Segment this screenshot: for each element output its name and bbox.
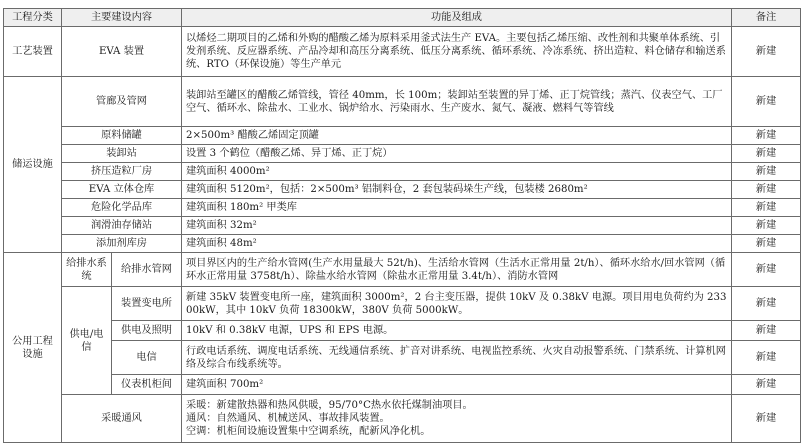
- item-desc: 设置 3 个鹤位（醋酸乙烯、异丁烯、正丁烷）: [182, 145, 732, 163]
- header-function: 功能及组成: [182, 9, 732, 27]
- item-note: 新建: [732, 395, 801, 443]
- item-name: 润滑油存储站: [62, 217, 182, 235]
- item-note: 新建: [732, 341, 801, 375]
- item-note: 新建: [732, 253, 801, 287]
- header-category: 工程分类: [4, 9, 62, 27]
- item-desc: 建筑面积 48m²: [182, 235, 732, 253]
- item-desc: 2×500m³ 醋酸乙烯固定顶罐: [182, 127, 732, 145]
- item-name: EVA 装置: [62, 27, 182, 77]
- table-row: [4, 217, 801, 235]
- hvac-line: 采暖：新建散热器和热风供暖，95/70°C热水依托煤制油项目。: [186, 400, 473, 411]
- item-name: 仪表机柜间: [112, 375, 182, 395]
- item-name: 管廊及管网: [62, 77, 182, 127]
- item-name: EVA 立体仓库: [62, 181, 182, 199]
- table-row: [4, 235, 801, 253]
- table-row: [4, 253, 801, 287]
- item-name: 电信: [112, 341, 182, 375]
- subgroup-cell: 给排水系统: [62, 253, 112, 287]
- item-desc: 建筑面积 32m²: [182, 217, 732, 235]
- category-cell: 储运设施: [4, 77, 62, 253]
- item-note: 新建: [732, 145, 801, 163]
- item-name: 挤压造粒厂房: [62, 163, 182, 181]
- table-row: [4, 145, 801, 163]
- table-row: [4, 287, 801, 321]
- item-note: 新建: [732, 181, 801, 199]
- category-cell: 公用工程设施: [4, 253, 62, 443]
- hvac-line: 空调：机柜间设施设置集中空调系统，配新风净化机。: [186, 426, 431, 437]
- hvac-line: 通风：自然通风、机械送风、事故排风装置。: [186, 413, 390, 424]
- item-desc: [182, 395, 732, 443]
- item-desc: 行政电话系统、调度电话系统、无线通信系统、扩音对讲系统、电视监控系统、火灾自动报警系统、门禁系统、计算机网络及综合布线系统等。: [182, 341, 732, 375]
- item-note: 新建: [732, 77, 801, 127]
- item-note: 新建: [732, 375, 801, 395]
- table-header-row: [4, 9, 801, 27]
- item-desc: 建筑面积 4000m²: [182, 163, 732, 181]
- item-desc: 新建 35kV 装置变电所一座，建筑面积 3000m²，2 台主变压器，提供 10kV 及 0.38kV 电源。项目用电负荷约为 23300kW，其中 10kV 负荷 18300kW，380V 负荷 5000kW。: [182, 287, 732, 321]
- subgroup-cell: 供电/电信: [62, 287, 112, 395]
- item-name: 装卸站: [62, 145, 182, 163]
- category-cell: 工艺装置: [4, 27, 62, 77]
- table-row: [4, 127, 801, 145]
- item-name: 采暖通风: [62, 395, 182, 443]
- table-row: [4, 77, 801, 127]
- item-name: 给排水管网: [112, 253, 182, 287]
- item-note: 新建: [732, 127, 801, 145]
- table-row: [4, 163, 801, 181]
- item-name: 危险化学品库: [62, 199, 182, 217]
- item-desc: 建筑面积 5120m²，包括：2×500m³ 铝制料仓，2 套包装码垛生产线，包装楼 2680m²: [182, 181, 732, 199]
- item-note: 新建: [732, 287, 801, 321]
- item-desc: 项目界区内的生产给水管网(生产水用量最大 52t/h)、生活给水管网（生活水正常用量 2t/h）、循环水给水/回水管网（循环水正常用量 3758t/h）、除盐水给水管网（除盐水正常用量 3.4t/h）、消防水管网: [182, 253, 732, 287]
- item-note: 新建: [732, 321, 801, 341]
- table-row: [4, 395, 801, 443]
- item-name: 装置变电所: [112, 287, 182, 321]
- item-name: 原料储罐: [62, 127, 182, 145]
- table-row: [4, 341, 801, 375]
- item-desc: 建筑面积 700m²: [182, 375, 732, 395]
- item-note: 新建: [732, 27, 801, 77]
- item-desc: 以烯烃二期项目的乙烯和外购的醋酸乙烯为原料采用釜式法生产 EVA。主要包括乙烯压缩、改性剂和共聚单体系统、引发剂系统、反应器系统、产品冷却和高压分离系统、低压分离系统、循环系统、冷冻系统、挤出造粒、料仓储存和输送系统、RTO（环保设施）等生产单元: [182, 27, 732, 77]
- table-row: [4, 321, 801, 341]
- header-content: 主要建设内容: [62, 9, 182, 27]
- item-desc: 10kV 和 0.38kV 电源，UPS 和 EPS 电源。: [182, 321, 732, 341]
- table-row: [4, 375, 801, 395]
- item-note: 新建: [732, 217, 801, 235]
- header-note: 备注: [732, 9, 801, 27]
- item-note: 新建: [732, 235, 801, 253]
- table-row: [4, 199, 801, 217]
- construction-content-table: [3, 8, 801, 443]
- table-row: [4, 181, 801, 199]
- item-desc: 装卸站至罐区的醋酸乙烯管线，管径 40mm，长 100m；装卸站至装置的异丁烯、正丁烷管线；蒸汽、仪表空气、工厂空气、循环水、除盐水、工业水、锅炉给水、污染雨水、生产废水、氮气、凝液、燃料气等管线: [182, 77, 732, 127]
- item-name: 供电及照明: [112, 321, 182, 341]
- item-desc: 建筑面积 180m² 甲类库: [182, 199, 732, 217]
- item-name: 添加剂库房: [62, 235, 182, 253]
- item-note: 新建: [732, 163, 801, 181]
- item-note: 新建: [732, 199, 801, 217]
- table-row: [4, 27, 801, 77]
